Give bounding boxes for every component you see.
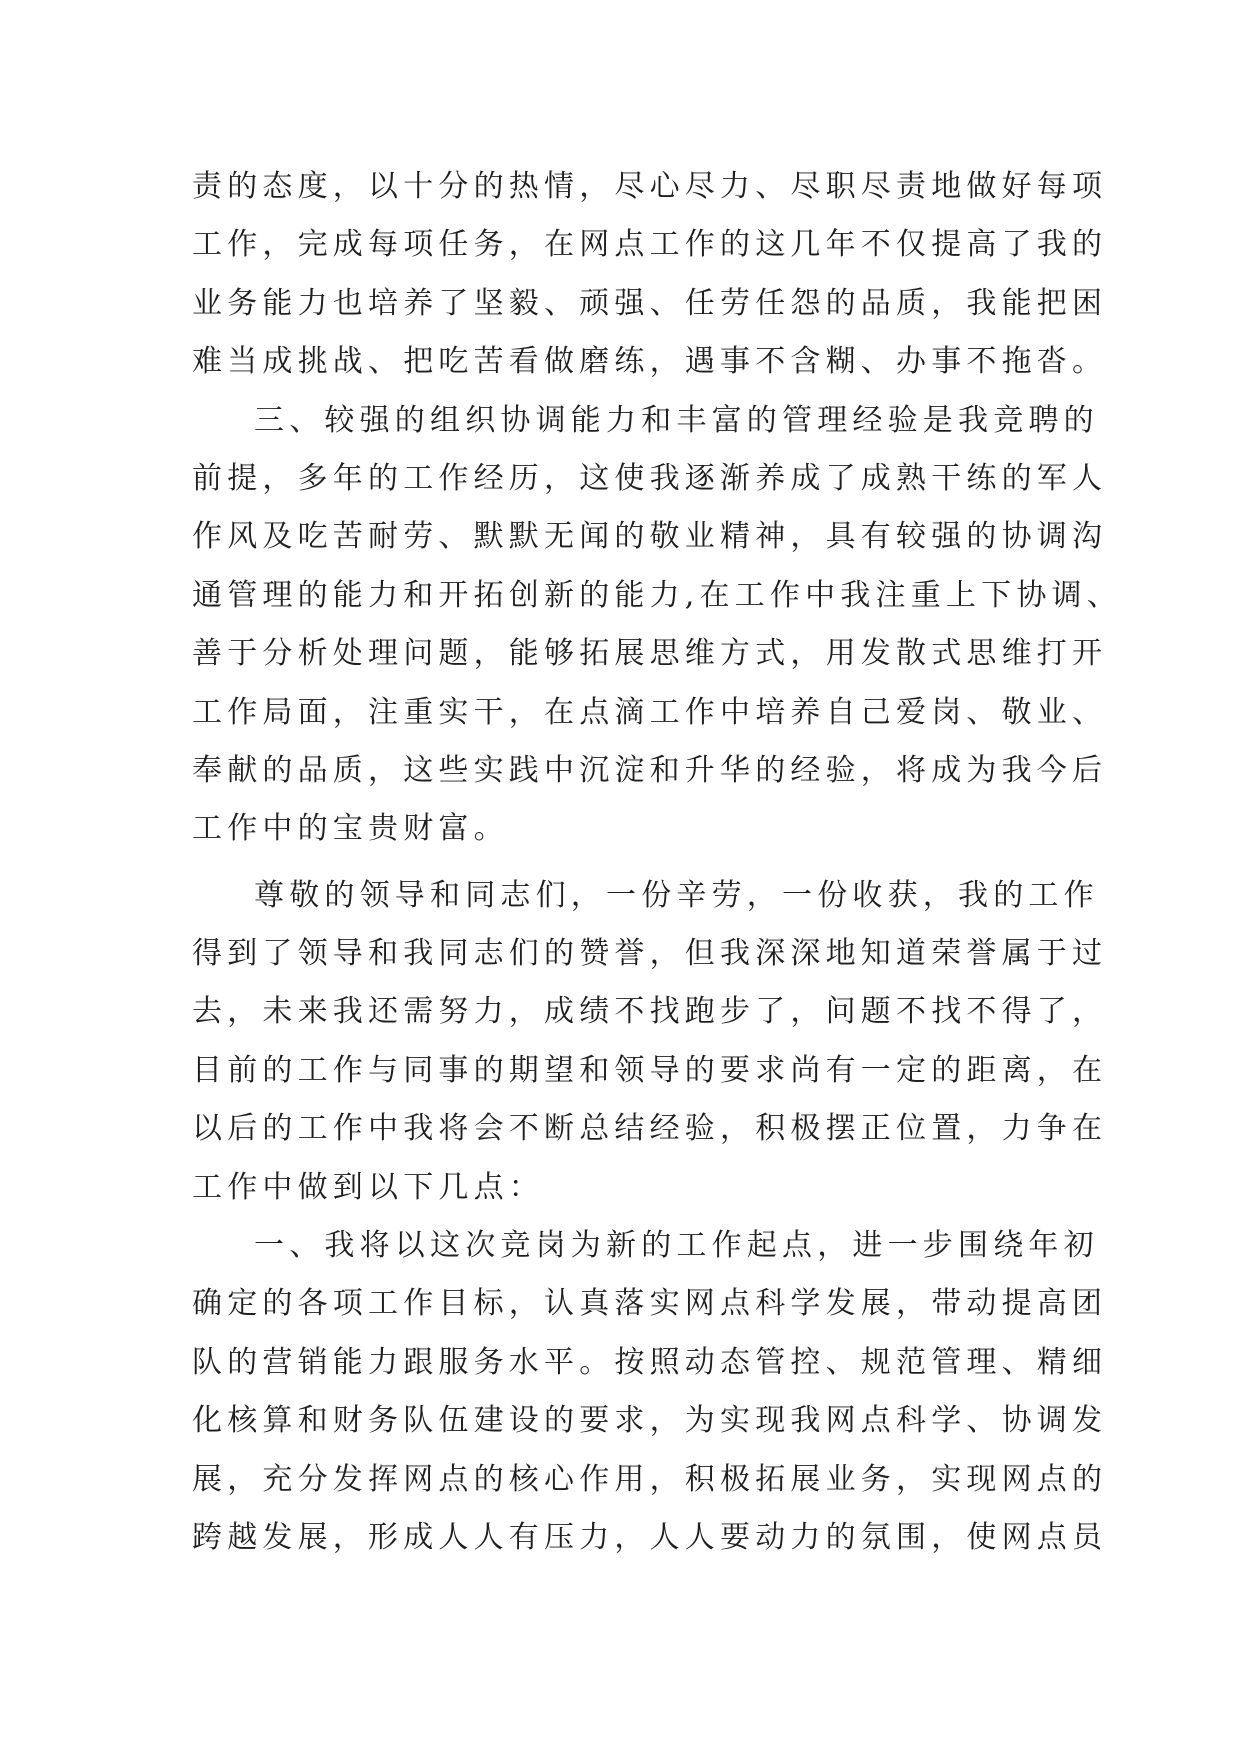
text-line: 工作，完成每项任务，在网点工作的这几年不仅提高了我的 (192, 227, 1108, 263)
text-line: 一、我将以这次竞岗为新的工作起点，进一步围绕年初 (254, 1228, 1099, 1264)
text-line: 通管理的能力和开拓创新的能力,在工作中我注重上下协调、 (192, 577, 1122, 613)
text-line: 目前的工作与同事的期望和领导的要求尚有一定的距离，在 (192, 1052, 1108, 1088)
text-line: 展，充分发挥网点的核心作用，积极拓展业务，实现网点的 (192, 1461, 1108, 1497)
text-line: 工作局面，注重实干，在点滴工作中培养自己爱岗、敬业、 (192, 694, 1108, 730)
text-line: 以后的工作中我将会不断总结经验，积极摆正位置，力争在 (192, 1111, 1108, 1147)
text-line: 善于分析处理问题，能够拓展思维方式，用发散式思维打开 (192, 636, 1108, 672)
body-text (192, 158, 1122, 1567)
text-line: 化核算和财务队伍建设的要求，为实现我网点科学、协调发 (192, 1403, 1108, 1439)
text-line: 责的态度，以十分的热情，尽心尽力、尽职尽责地做好每项 (192, 169, 1108, 204)
text-line: 业务能力也培养了坚毅、顽强、任劳任怨的品质，我能把困 (192, 285, 1108, 321)
text-line: 确定的各项工作目标，认真落实网点科学发展，带动提高团 (192, 1286, 1108, 1322)
text-line: 工作中的宝贵财富。 (192, 811, 509, 847)
text-line: 前提，多年的工作经历，这使我逐渐养成了成熟干练的军人 (192, 460, 1108, 496)
text-line: 难当成挑战、把吃苦看做磨练，遇事不含糊、办事不拖沓。 (192, 344, 1108, 380)
text-line: 去，未来我还需努力，成绩不找跑步了，问题不找不得了， (192, 994, 1108, 1030)
text-line: 作风及吃苦耐劳、默默无闻的敬业精神，具有较强的协调沟 (192, 519, 1108, 555)
text-line: 队的营销能力跟服务水平。按照动态管控、规范管理、精细 (192, 1344, 1108, 1380)
text-line: 尊敬的领导和同志们，一份辛劳，一份收获，我的工作 (254, 877, 1099, 913)
text-line: 工作中做到以下几点： (192, 1169, 544, 1205)
text-line: 跨越发展，形成人人有压力，人人要动力的氛围，使网点员 (192, 1519, 1108, 1555)
text-line: 得到了领导和我同志们的赞誉，但我深深地知道荣誉属于过 (192, 936, 1108, 972)
text-line: 三、较强的组织协调能力和丰富的管理经验是我竞聘的 (254, 402, 1099, 438)
text-line: 奉献的品质，这些实践中沉淀和升华的经验，将成为我今后 (192, 752, 1108, 788)
